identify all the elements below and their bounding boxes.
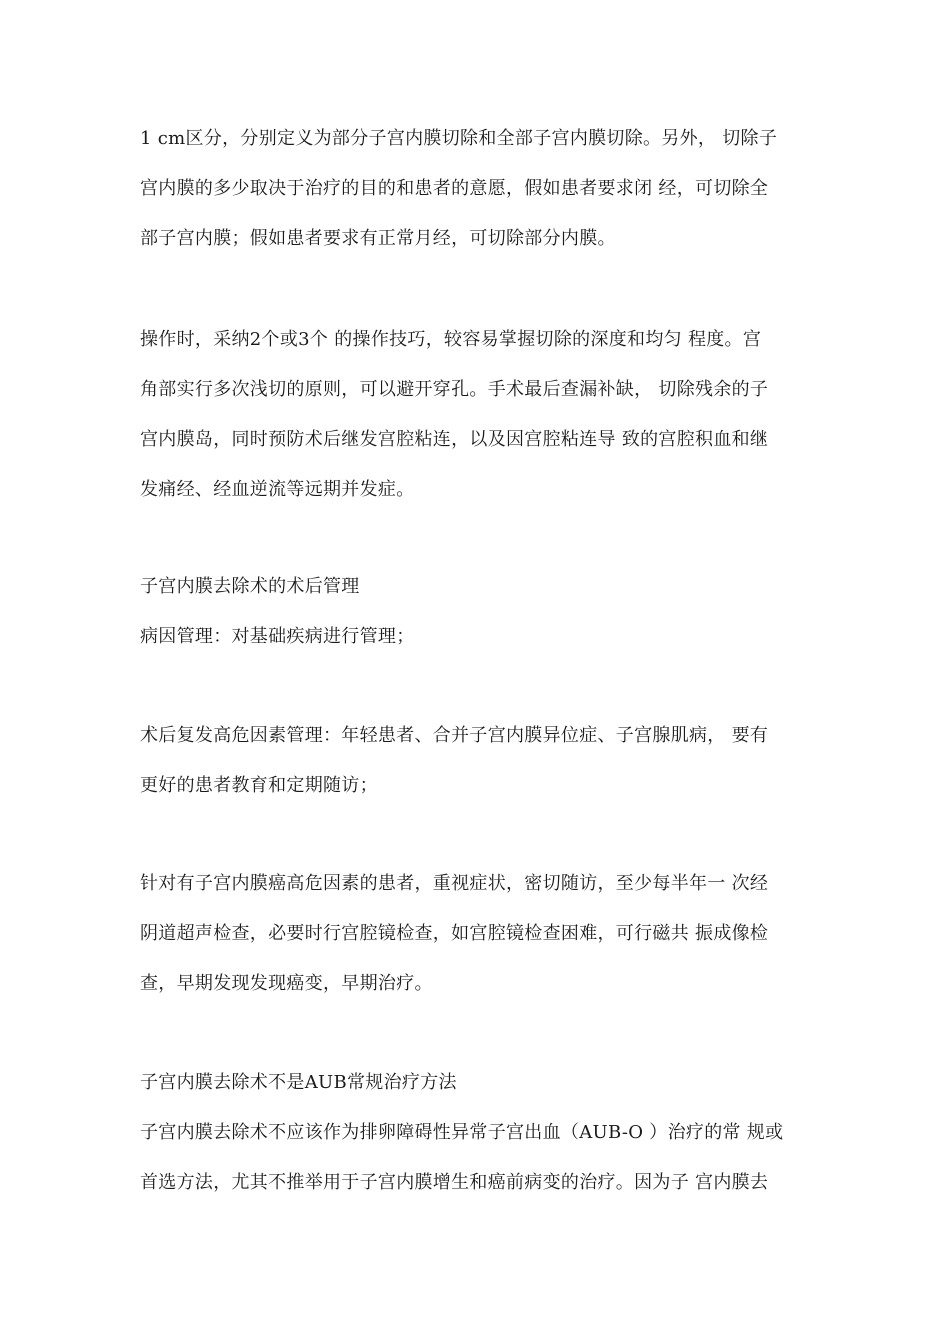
- text-line: 1 cm区分，分别定义为部分子宫内膜切除和全部子宫内膜切除。另外， 切除子: [140, 128, 778, 149]
- text-line: 宫内膜岛，同时预防术后继发宫腔粘连，以及因宫腔粘连导 致的宫腔积血和继: [140, 429, 769, 450]
- text-line: 针对有子宫内膜癌高危因素的患者，重视症状，密切随访，至少每半年一 次经: [140, 873, 769, 894]
- section-heading-not-routine: 子宫内膜去除术不是AUB常规治疗方法: [140, 1072, 457, 1093]
- paragraph-aub-o: [140, 1108, 820, 1208]
- text-line: 角部实行多次浅切的原则，可以避开穿孔。手术最后查漏补缺， 切除残余的子: [140, 379, 769, 400]
- text-line: 更好的患者教育和定期随访；: [140, 775, 378, 796]
- paragraph-etiology-management: 病因管理：对基础疾病进行管理；: [140, 626, 415, 647]
- text-line: 首选方法，尤其不推举用于子宫内膜增生和癌前病变的治疗。因为子 宫内膜去: [140, 1172, 769, 1193]
- text-line: 查，早期发现发现癌变，早期治疗。: [140, 973, 433, 994]
- text-line: 子宫内膜去除术不应该作为排卵障碍性异常子宫出血（AUB-O ）治疗的常 规或: [140, 1122, 784, 1143]
- section-heading-postop-management: 子宫内膜去除术的术后管理: [140, 576, 360, 597]
- text-line: 部子宫内膜；假如患者要求有正常月经，可切除部分内膜。: [140, 228, 616, 249]
- text-line: 阴道超声检查，必要时行宫腔镜检查，如宫腔镜检查困难，可行磁共 振成像检: [140, 923, 769, 944]
- paragraph-operation-technique: [140, 315, 820, 515]
- text-line: 宫内膜的多少取决于治疗的目的和患者的意愿，假如患者要求闭 经，可切除全: [140, 178, 769, 199]
- text-line: 操作时，采纳2个或3个 的操作技巧，较容易掌握切除的深度和均匀 程度。宫: [140, 329, 762, 350]
- text-line: 术后复发高危因素管理：年轻患者、合并子宫内膜异位症、子宫腺肌病， 要有: [140, 725, 769, 746]
- text-line: 发痛经、经血逆流等远期并发症。: [140, 479, 415, 500]
- paragraph-resection-scope: [140, 114, 820, 264]
- paragraph-recurrence-risk: [140, 711, 820, 811]
- paragraph-cancer-risk-followup: [140, 859, 820, 1009]
